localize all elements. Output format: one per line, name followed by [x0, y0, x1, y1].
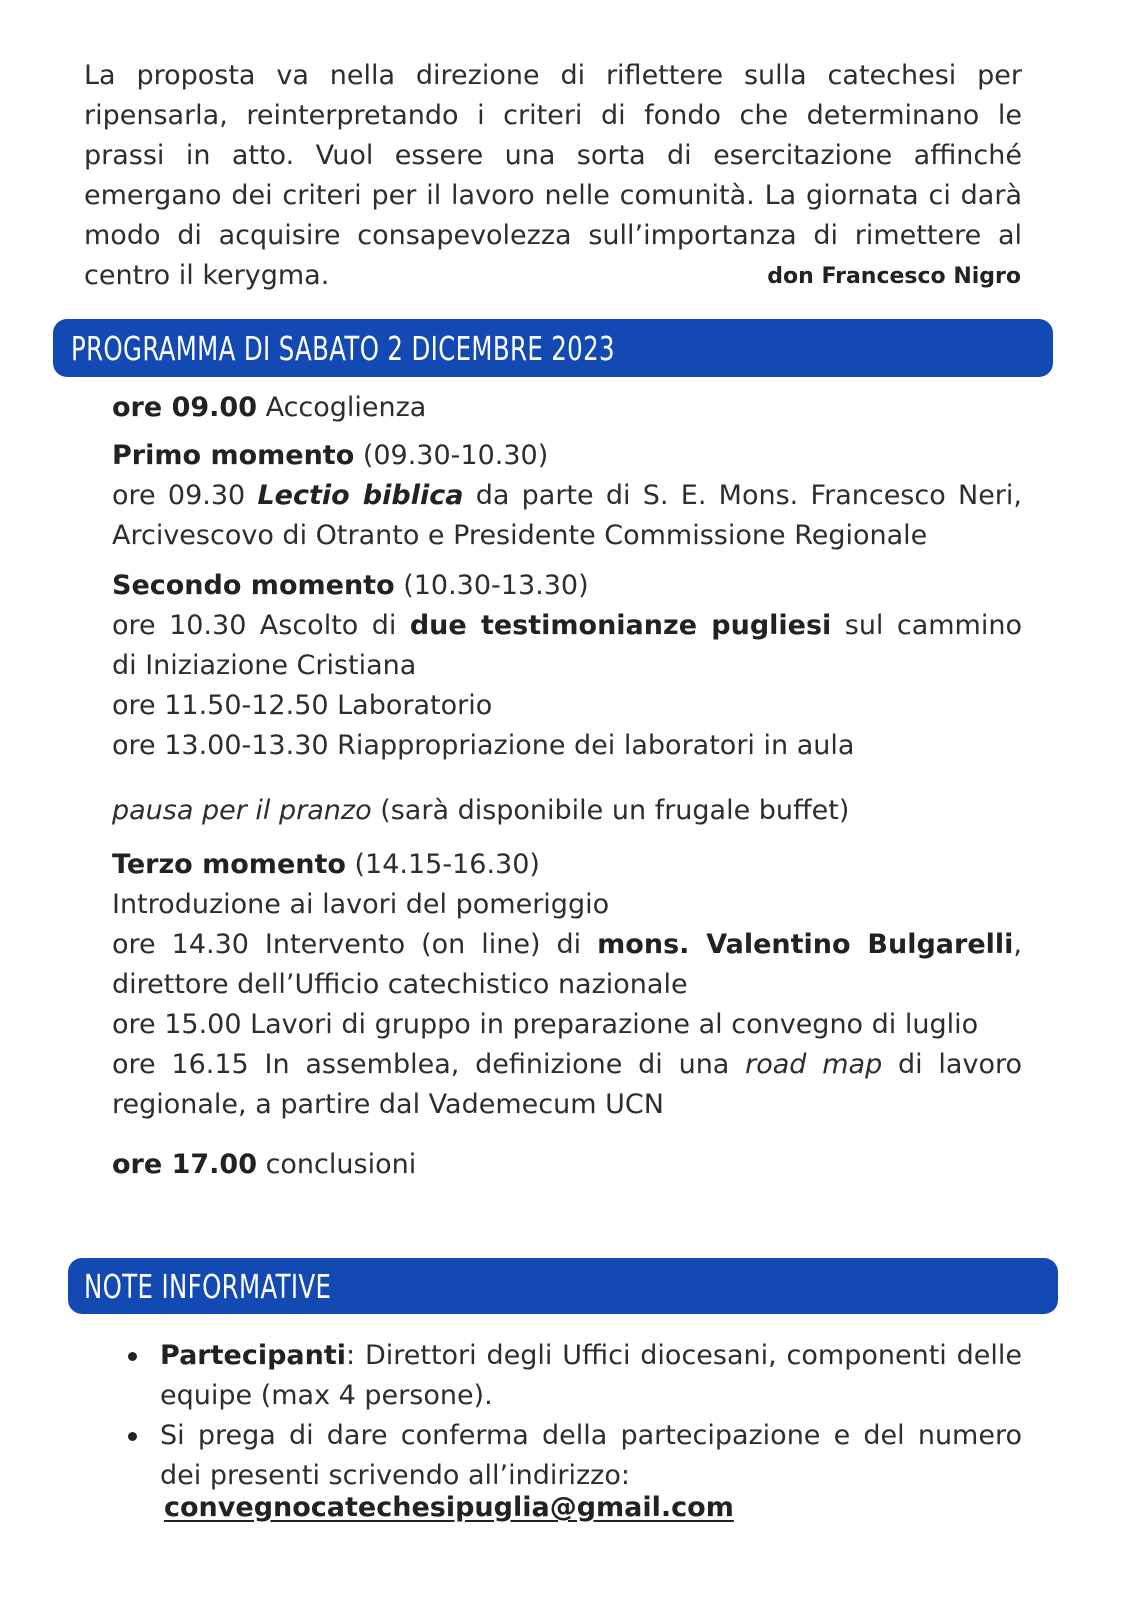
welcome-line — [112, 388, 1022, 428]
email-link[interactable]: convegnocatechesipuglia@gmail.com — [164, 1492, 734, 1523]
notes-header — [68, 1258, 1058, 1314]
second-moment-title: Secondo momento — [112, 570, 395, 601]
bullet-icon — [128, 1352, 137, 1361]
first-moment-time: (09.30-10.30) — [354, 440, 549, 471]
intro-text: La proposta va nella direzione di riflettere sulla catechesi per ripensarla, reinterpretando i criteri di fondo che determinano le prassi in atto. Vuol essere una sorta di esercitazione affinché emergano dei criteri per il lavoro nelle comunità. La giornata ci darà modo di acquisire consapevolezza sull’importanza di rimettere al centro il kerygma. — [84, 60, 1022, 291]
lectio-biblica: Lectio biblica — [257, 480, 464, 511]
welcome-time: ore 09.00 — [112, 392, 257, 423]
lunch-note: (sarà disponibile un frugale buffet) — [371, 795, 850, 826]
confirm-text: Si prega di dare conferma della partecipazione e del numero dei presenti scrivendo all’indirizzo: — [160, 1420, 1022, 1491]
road-map: road map — [745, 1049, 883, 1080]
third-line2-a: ore 14.30 Intervento (on line) di — [112, 929, 598, 960]
closing-time: ore 17.00 — [112, 1149, 257, 1180]
participants-label: Partecipanti — [160, 1340, 347, 1371]
third-moment — [112, 845, 1022, 1125]
second-moment-time: (10.30-13.30) — [394, 570, 589, 601]
third-line5-c: di lavoro — [882, 1049, 1022, 1080]
notes-title: NOTE INFORMATIVE — [84, 1266, 332, 1306]
third-line3: direttore dell’Ufficio catechistico nazionale — [112, 969, 688, 1000]
author-signature: don Francesco Nigro — [767, 264, 1021, 289]
closing-line — [112, 1145, 1022, 1185]
third-line4: ore 15.00 Lavori di gruppo in preparazione al convegno di luglio — [112, 1009, 979, 1040]
third-moment-title: Terzo momento — [112, 849, 346, 880]
first-line1-c: da parte di S. E. Mons. Francesco Neri, — [463, 480, 1022, 511]
second-line2: di Iniziazione Cristiana — [112, 650, 417, 681]
second-moment — [112, 566, 1022, 766]
first-line2: Arcivescovo di Otranto e Presidente Commissione Regionale — [112, 520, 928, 551]
second-line1-c: sul cammino — [831, 610, 1022, 641]
closing-label: conclusioni — [256, 1149, 417, 1180]
lunch-break — [112, 791, 1022, 831]
lunch-label: pausa per il pranzo — [112, 795, 372, 826]
third-line1: Introduzione ai lavori del pomeriggio — [112, 889, 610, 920]
first-line1-a: ore 09.30 — [112, 480, 258, 511]
second-line3: ore 11.50-12.50 Laboratorio — [112, 690, 493, 721]
list-item — [128, 1336, 1022, 1416]
third-line2-c: , — [1013, 929, 1022, 960]
program-title: PROGRAMMA DI SABATO 2 DICEMBRE 2023 — [71, 328, 615, 368]
third-line5-a: ore 16.15 In assemblea, definizione di una — [112, 1049, 746, 1080]
list-item — [128, 1416, 1022, 1496]
first-moment-title: Primo momento — [112, 440, 355, 471]
first-moment — [112, 436, 1022, 556]
participants-text: : Direttori degli Uffici diocesani, componenti delle equipe (max 4 persone). — [160, 1340, 1022, 1411]
welcome-label: Accoglienza — [256, 392, 427, 423]
speaker-name: mons. Valentino Bulgarelli — [597, 929, 1014, 960]
second-line4: ore 13.00-13.30 Riappropriazione dei laboratori in aula — [112, 730, 855, 761]
third-line6: regionale, a partire dal Vademecum UCN — [112, 1089, 664, 1120]
bullet-icon — [128, 1432, 137, 1441]
second-line1-a: ore 10.30 Ascolto di — [112, 610, 410, 641]
third-moment-time: (14.15-16.30) — [345, 849, 540, 880]
notes-list — [128, 1336, 1022, 1496]
testimonies: due testimonianze pugliesi — [409, 610, 832, 641]
intro-paragraph — [84, 56, 1022, 296]
program-header — [53, 319, 1053, 377]
